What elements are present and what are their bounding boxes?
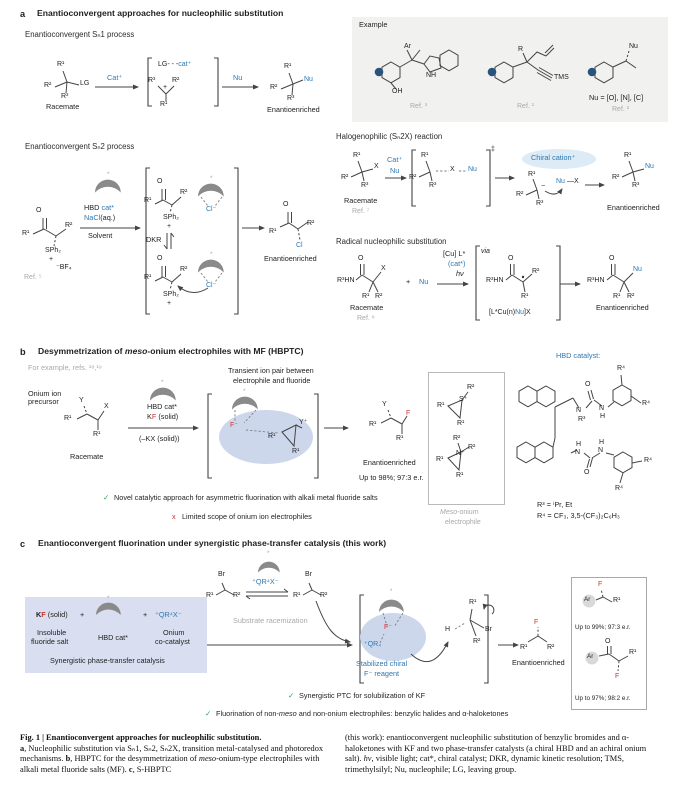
atom-label: R² <box>180 266 188 273</box>
atom-label: R¹ <box>520 644 528 651</box>
atom-label: X <box>450 166 455 173</box>
hbd-cat-label <box>84 204 114 212</box>
f-text: F <box>41 610 46 619</box>
atom-label: Y⁺ <box>299 419 308 426</box>
check-icon: ✓ <box>103 493 110 502</box>
atom-label: R¹ <box>369 421 377 428</box>
nu-label: Nu <box>645 163 654 170</box>
enantioenriched-label: Enantioenriched <box>596 303 649 312</box>
atom-label: R³ <box>632 182 640 189</box>
atom-label: R¹ <box>64 415 72 422</box>
hbd-text: HBD <box>84 203 102 212</box>
atom-label: R <box>518 46 524 53</box>
k-text: K <box>36 610 42 619</box>
atom-label: S⁺ <box>459 396 468 403</box>
solvent-label: Solvent <box>88 231 113 240</box>
onium-label-2: co-catalyst <box>155 637 190 646</box>
onium-salt-label: ⁺QR⁴X⁻ <box>252 577 279 586</box>
example-title: Example <box>359 20 388 29</box>
atom-label: H <box>445 626 451 633</box>
atom-label: R² <box>172 77 180 84</box>
plus-sign: + <box>143 610 148 619</box>
title-pre: Desymmetrization of <box>38 346 125 356</box>
caption-c-tag: c <box>128 764 133 774</box>
atom-label: R³ <box>361 182 369 189</box>
transient-label-2: electrophile and fluoride <box>233 376 311 385</box>
atom-label: R¹ <box>362 293 370 300</box>
title-post: -onium electrophiles with MF (HBPTC) <box>147 346 304 356</box>
atom-label: LG <box>80 80 90 87</box>
caption-right-post: , visible light; cat*, chiral catalyst; DKR, dynamic kinetic resolution; TMS, trimethylsilyl; Nu, nucleophile; LG, leaving group. <box>345 754 624 774</box>
atom-label: Br <box>305 571 312 578</box>
atom-label: R² <box>65 222 73 229</box>
atom-label: N⁺ <box>456 450 465 457</box>
enantioenriched-label: Enantioenriched <box>363 458 416 467</box>
k-text: K <box>147 412 152 421</box>
atom-label: NH <box>426 72 437 79</box>
fluoro-label: F <box>598 581 603 588</box>
lg-cat-pair <box>158 61 191 69</box>
atom-label: R² <box>375 293 383 300</box>
atom-label: R² <box>468 444 476 451</box>
meso-onium-label <box>440 509 479 517</box>
atom-label: R⁴ <box>642 400 651 407</box>
atom-label: H <box>600 413 606 420</box>
atom-label: R¹ <box>613 293 621 300</box>
racemization-label: Substrate racemization <box>233 616 308 625</box>
plus-sign: + <box>80 610 85 619</box>
atom-label: R¹ <box>629 649 637 656</box>
sn1-heading: Enantioconvergent Sₙ1 process <box>25 30 135 39</box>
atom-label: N <box>575 449 581 456</box>
atom-label: R³ <box>61 93 69 100</box>
atom-label: X <box>374 163 379 170</box>
enantioenriched-label: Enantioenriched <box>267 105 320 114</box>
insoluble-label-1: Insoluble <box>37 628 67 637</box>
atom-label: R² <box>44 82 52 89</box>
atom-label: R² <box>516 191 524 198</box>
caption-b-meso: meso <box>198 754 217 764</box>
caption-c-text: , S-HBPTC <box>132 764 172 774</box>
ref-label: Ref. ⁵ <box>24 274 42 281</box>
counterion-label: ⁻BF₄ <box>56 264 72 271</box>
atom-label: R¹ <box>284 63 292 70</box>
nacl-label <box>84 214 115 222</box>
atom-label: O <box>508 255 514 262</box>
ar-label: Ar <box>587 653 594 660</box>
cat-part: cat⁺ <box>178 61 192 68</box>
chiral-star: * <box>107 595 110 602</box>
aryl-dot-icon <box>375 68 384 77</box>
check-text: Novel catalytic approach for asymmetric fluorination with alkali metal fluoride salts <box>114 493 378 502</box>
meso-onium-label-2: electrophile <box>445 519 481 526</box>
atom-label: R² <box>409 174 417 181</box>
panel-a-title: Enantioconvergent approaches for nucleophilic substitution <box>37 8 284 18</box>
cu-complex-label <box>489 309 531 317</box>
hbd-cat-label: HBD cat* <box>147 402 178 411</box>
nu-label: Nu <box>304 76 313 83</box>
caption-a-text: , Nucleophilic substitution via Sₙ1, Sₙ2, Sₙ2X, transition metal-catalysed and photoredox mechanisms. <box>20 743 324 764</box>
chloride-label: Cl⁻ <box>206 206 217 213</box>
plus-charge: + <box>49 256 54 263</box>
atom-label: R¹ <box>624 152 632 159</box>
atom-label: R² <box>473 638 481 645</box>
check2-post: and non-onium electrophiles: benzylic halides and α-haloketones <box>296 709 509 718</box>
yield-er-label: Up to 97%; 98:2 e.r. <box>575 695 631 702</box>
panel-b-scheme <box>77 375 642 483</box>
amide-label: R³HN <box>337 277 355 284</box>
atom-label: R² <box>547 644 555 651</box>
atom-label: R⁴ <box>615 485 624 492</box>
atom-label: Br <box>218 571 225 578</box>
fluoro-label: F <box>534 619 539 626</box>
check2-meso: meso <box>278 709 297 718</box>
neg-charge: − <box>541 183 546 190</box>
caption-right <box>345 733 663 775</box>
kf-label <box>36 611 68 619</box>
chiral-star: * <box>210 251 213 258</box>
kf-label <box>147 413 178 421</box>
double-dagger: ‡ <box>491 146 495 153</box>
caption-left <box>20 733 333 775</box>
atom-label: N <box>576 407 582 414</box>
ref-label: Ref. ⁷ <box>352 208 370 215</box>
atom-label: R² <box>612 174 620 181</box>
for-example-refs: For example, refs. ¹⁸,¹⁹ <box>28 363 102 372</box>
panel-b-title <box>38 347 304 356</box>
caption-hv: hν <box>363 754 372 764</box>
atom-label: R¹ <box>57 61 65 68</box>
check2-pre: Fluorination of non- <box>216 709 279 718</box>
atom-label: O <box>157 255 163 262</box>
cat-text: cat* <box>101 203 115 212</box>
synergy-label: Synergistic phase-transfer catalysis <box>50 656 165 665</box>
onium-label-1: Onium <box>163 628 185 637</box>
atom-label: Nu <box>629 43 638 50</box>
atom-label: N <box>598 447 604 454</box>
atom-label: R³ <box>578 416 586 423</box>
atom-label: Y <box>382 401 387 408</box>
yield-er-label: Up to 99%; 97:3 e.r. <box>575 624 631 631</box>
cu-catalyst-label: [Cu] L* <box>443 249 466 258</box>
stabilized-label-1: Stabilized chiral <box>356 659 408 668</box>
atom-label: O <box>283 201 289 208</box>
amide-label: R³HN <box>486 277 504 284</box>
f-text: F <box>151 412 157 421</box>
atom-label: R² <box>341 174 349 181</box>
nu-definition: Nu = [O], [N], [C] <box>589 93 644 102</box>
chloride-label: Cl⁻ <box>206 282 217 289</box>
meso-rest: -onium <box>457 509 479 516</box>
atom-label: R² <box>320 592 328 599</box>
hbd-cat-label: HBD cat* <box>98 633 129 642</box>
nacl-text: NaCl <box>84 213 101 222</box>
atom-label: H <box>599 439 605 446</box>
enantioenriched-label: Enantioenriched <box>512 658 565 667</box>
plus-charge: + <box>167 223 172 230</box>
atom-label: R¹ <box>144 197 152 204</box>
nu-label: Nu <box>390 166 400 175</box>
solid-text: (solid) <box>45 610 68 619</box>
atom-label: R³ <box>287 95 295 102</box>
atom-label: O <box>157 178 163 185</box>
atom-label: R¹ <box>160 101 168 108</box>
ref-label: Ref. ¹ <box>517 103 535 110</box>
ref-label: Ref. ² <box>612 106 630 113</box>
plus-charge: + <box>163 84 168 91</box>
ref-label: Ref. ³ <box>410 103 428 110</box>
check-icon: ✓ <box>205 709 212 718</box>
transient-label-1: Transient ion pair between <box>228 366 314 375</box>
racemate-label: Racemate <box>344 196 378 205</box>
atom-label: R¹ <box>206 592 214 599</box>
atom-label: Y <box>79 397 84 404</box>
onium-label: ⁺QR₄ <box>364 641 382 648</box>
atom-label: X <box>381 265 386 272</box>
fluoride-label: F⁻ <box>384 624 392 631</box>
aq-text: (aq.) <box>100 213 116 222</box>
chiral-star: * <box>243 388 246 395</box>
atom-label: R¹ <box>436 456 444 463</box>
ref-label: Ref. ⁸ <box>357 315 375 322</box>
atom-label: R² <box>532 268 540 275</box>
atom-label: TMS <box>554 74 569 81</box>
atom-label: X <box>104 403 109 410</box>
minus-kx-label: (–KX (solid)) <box>139 434 180 443</box>
r4-definition: R⁴ = CF₃, 3,5-(CF₃)₂C₆H₃ <box>537 511 620 520</box>
racemate-label: Racemate <box>70 452 104 461</box>
atom-label: R¹ <box>457 420 465 427</box>
catalyst-label: Cat⁺ <box>387 155 403 164</box>
atom-label: O <box>585 381 591 388</box>
lg-part: LG- - - <box>158 61 179 68</box>
chloro-label: Cl <box>296 242 303 249</box>
atom-label: O <box>605 638 611 645</box>
radical-dot-icon <box>522 276 524 278</box>
onium-salt-label: ⁺QR⁴X⁻ <box>155 610 182 619</box>
chiral-star: * <box>161 379 164 386</box>
chiral-cation-label: Chiral cation⁺ <box>531 153 576 162</box>
fluoro-label: F <box>406 410 411 417</box>
atom-label: R³ <box>148 77 156 84</box>
fluoride-label: F⁻ <box>230 422 238 429</box>
amide-label: R³HN <box>587 277 605 284</box>
plus-sign: + <box>406 277 411 286</box>
sn2x-heading: Halogenophilic (Sₙ2X) reaction <box>336 132 443 141</box>
atom-label: R³ <box>536 200 544 207</box>
complex-nu: Nu <box>515 309 525 316</box>
caption-b-pre: , HBPTC for the desymmetrization of <box>70 754 199 764</box>
onium-precursor-label: Onium ion precursor <box>28 389 62 407</box>
chiral-star: * <box>210 175 213 182</box>
stabilized-fluoride-blob <box>360 613 426 661</box>
caption-title: Fig. 1 | Enantioconvergent approaches for nucleophilic substitution. <box>20 733 262 742</box>
atom-label: OH <box>392 88 403 95</box>
atom-label: R¹ <box>269 228 277 235</box>
atom-label: SPh₂ <box>163 291 179 298</box>
hbd-catalyst-title: HBD catalyst: <box>556 351 601 360</box>
nu-label: Nu <box>556 178 565 185</box>
complex-pre: [L*Cu(n) <box>489 309 516 316</box>
caption-b-tag: b <box>65 754 71 764</box>
atom-label: R¹ <box>22 230 30 237</box>
catalyst-label: Cat⁺ <box>107 73 123 82</box>
atom-label: N <box>599 405 605 412</box>
atom-label: R² <box>307 220 315 227</box>
atom-label: H <box>576 441 582 448</box>
atom-label: R¹ <box>396 435 404 442</box>
fluoro-label: F <box>615 673 620 680</box>
meso-it: Meso <box>440 509 458 516</box>
atom-label: R² <box>467 384 475 391</box>
caption-b-post: -onium-type electrophiles with alkali metal fluoride salts (MF). <box>20 754 320 774</box>
example-structures <box>375 45 636 89</box>
aryl-dot-icon <box>488 68 497 77</box>
check-text: Synergistic PTC for solubilization of KF <box>299 691 426 700</box>
panel-a-tag: a <box>20 9 26 19</box>
enantioenriched-label: Enantioenriched <box>607 203 660 212</box>
atom-label: Br <box>485 626 492 633</box>
atom-label: R¹ <box>353 152 361 159</box>
atom-label: R¹ <box>528 171 536 178</box>
nu-label: Nu <box>633 266 642 273</box>
caption-right-pre: (this work): enantioconvergent nucleophilic substitution of benzylic bromides and α-haloketones with KF and two phase-transfer catalysts (a chiral HBD and an achiral onium salt). <box>345 733 647 764</box>
solid-text: (solid) <box>156 412 179 421</box>
atom-label: R⁴ <box>617 365 626 372</box>
atom-label: R² <box>180 189 188 196</box>
panel-c-title: Enantioconvergent fluorination under synergistic phase-transfer catalysis (this work) <box>38 538 387 548</box>
yield-er-label: Up to 98%; 97:3 e.r. <box>359 473 424 482</box>
dkr-label: DKR <box>146 235 162 244</box>
check-text <box>216 710 508 718</box>
atom-label: R¹ <box>521 293 529 300</box>
atom-label: R² <box>270 84 278 91</box>
plus-charge: + <box>167 300 172 307</box>
atom-label: R¹ <box>421 152 429 159</box>
stabilized-label-2: F⁻ reagent <box>364 669 400 678</box>
atom-label: O <box>358 255 364 262</box>
check-icon: ✓ <box>288 691 295 700</box>
atom-label: Ar <box>404 43 411 50</box>
x-label: —X <box>567 178 579 185</box>
title-meso: meso <box>124 346 148 356</box>
atom-label: R¹ <box>292 448 300 455</box>
r3-definition: R³ = ⁱPr, Et <box>537 500 573 509</box>
atom-label: R¹ <box>613 597 621 604</box>
atom-label: R³ <box>429 182 437 189</box>
atom-label: R¹ <box>456 472 464 479</box>
atom-label: O <box>584 469 590 476</box>
cat-label: (cat*) <box>448 259 466 268</box>
racemate-label: Racemate <box>46 102 80 111</box>
atom-label: O <box>36 207 42 214</box>
atom-label: R² <box>453 435 461 442</box>
sn2-heading: Enantioconvergent Sₙ2 process <box>25 142 135 151</box>
nu-label: Nu <box>233 73 243 82</box>
atom-label: R¹ <box>293 592 301 599</box>
racemate-label: Racemate <box>350 303 384 312</box>
ar-label: Ar <box>584 596 591 603</box>
atom-label: R¹ <box>437 402 445 409</box>
atom-label: R¹ <box>469 599 477 606</box>
cross-icon: x <box>172 512 176 521</box>
atom-label: R⁴ <box>644 457 653 464</box>
nu-label: Nu <box>419 277 429 286</box>
atom-label: R¹ <box>144 274 152 281</box>
atom-label: SPh₂ <box>45 247 61 254</box>
aryl-dot-icon <box>588 68 597 77</box>
via-label: via <box>481 248 490 255</box>
atom-label: SPh₂ <box>163 214 179 221</box>
atom-label: R¹ <box>268 433 276 440</box>
enantioenriched-label: Enantioenriched <box>264 254 317 263</box>
chiral-star: * <box>267 550 270 557</box>
hv-label: hν <box>456 269 464 278</box>
caption-a-tag: a <box>20 743 25 753</box>
atom-label: R² <box>233 592 241 599</box>
complex-post: ]X <box>524 309 531 316</box>
insoluble-label-2: fluoride salt <box>31 637 69 646</box>
atom-label: R² <box>627 293 635 300</box>
atom-label: O <box>609 255 615 262</box>
radical-heading: Radical nucleophilic substitution <box>336 237 447 246</box>
nu-label: Nu <box>468 166 477 173</box>
chiral-star: * <box>390 588 393 595</box>
chiral-star: * <box>107 171 110 178</box>
panel-c-tag: c <box>20 539 26 549</box>
cross-text: Limited scope of onium ion electrophiles <box>182 512 312 521</box>
panel-b-tag: b <box>20 347 26 357</box>
atom-label: R¹ <box>93 431 101 438</box>
